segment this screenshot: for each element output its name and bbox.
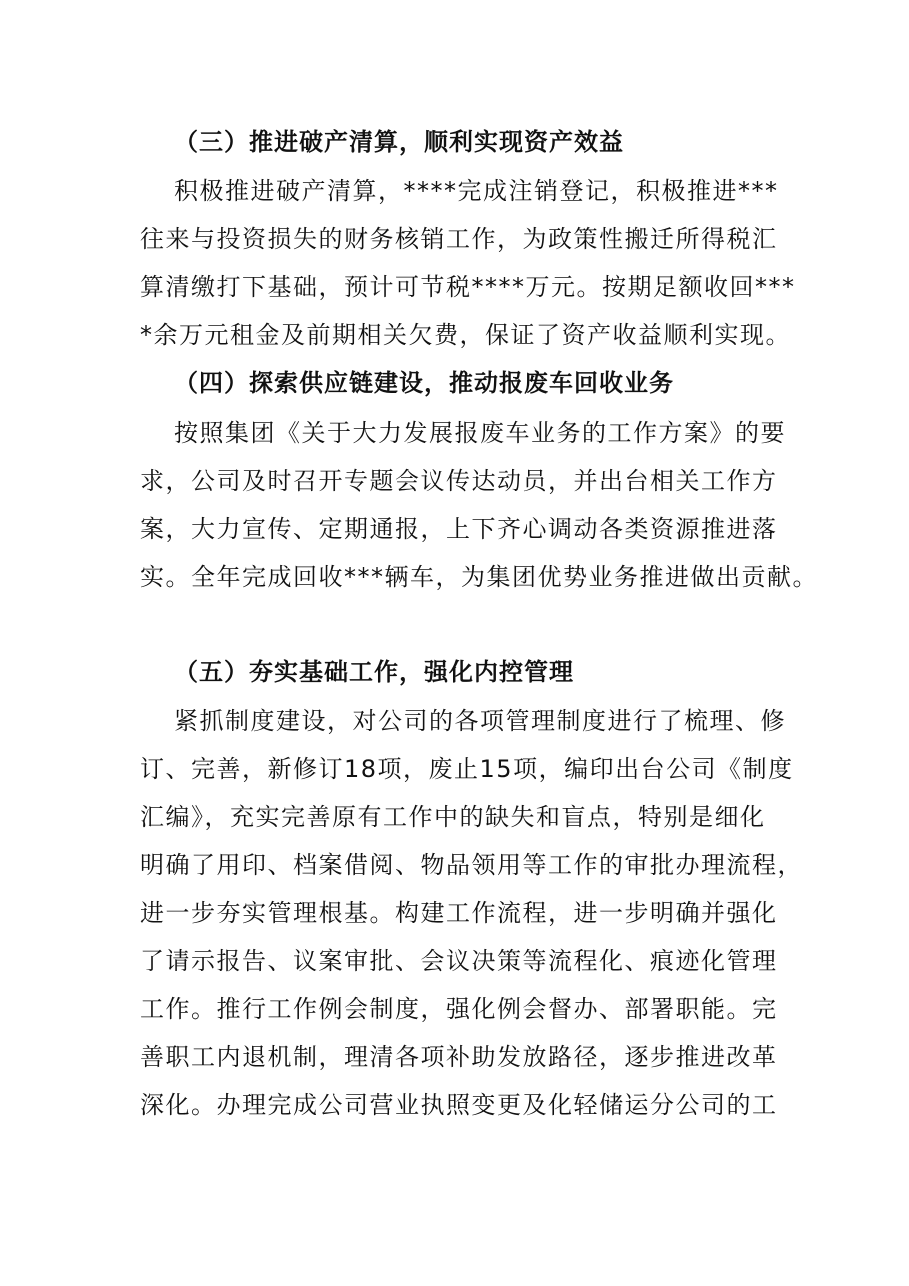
paragraph-line: 求，公司及时召开专题会议传达动员，并出台相关工作方 — [140, 467, 778, 495]
section-heading-3: （三）推进破产清算，顺利实现资产效益 — [174, 128, 624, 156]
paragraph-line: 算清缴打下基础，预计可节税****万元。按期足额收回*** — [140, 273, 796, 301]
paragraph-line: 进一步夯实管理根基。构建工作流程，进一步明确并强化 — [140, 899, 778, 927]
paragraph-line: 按照集团《关于大力发展报废车业务的工作方案》的要 — [174, 419, 786, 447]
paragraph-line: 积极推进破产清算，****完成注销登记，积极推进*** — [174, 177, 779, 205]
paragraph-line: 紧抓制度建设，对公司的各项管理制度进行了梳理、修 — [174, 707, 786, 735]
paragraph-line: 明确了用印、档案借阅、物品领用等工作的审批办理流程， — [140, 851, 803, 879]
paragraph-line: 了请示报告、议案审批、会议决策等流程化、痕迹化管理 — [140, 947, 778, 975]
paragraph-line: 实。全年完成回收***辆车，为集团优势业务推进做出贡献。 — [140, 563, 818, 591]
paragraph-line: 汇编》，充实完善原有工作中的缺失和盲点，特别是细化 — [140, 803, 766, 831]
paragraph-line: *余万元租金及前期相关欠费，保证了资产收益顺利实现。 — [140, 321, 791, 349]
paragraph-line: 往来与投资损失的财务核销工作，为政策性搬迁所得税汇 — [140, 225, 778, 253]
paragraph-line: 深化。办理完成公司营业执照变更及化轻储运分公司的工 — [140, 1091, 778, 1119]
paragraph-line: 案，大力宣传、定期通报，上下齐心调动各类资源推进落 — [140, 515, 778, 543]
paragraph-line: 订、完善，新修订18项，废止15项，编印出台公司《制度 — [140, 755, 794, 783]
section-heading-4: （四）探索供应链建设，推动报废车回收业务 — [174, 369, 674, 397]
paragraph-line: 善职工内退机制，理清各项补助发放路径，逐步推进改革 — [140, 1043, 778, 1071]
section-heading-5: （五）夯实基础工作，强化内控管理 — [174, 658, 574, 686]
paragraph-line: 工作。推行工作例会制度，强化例会督办、部署职能。完 — [140, 995, 778, 1023]
